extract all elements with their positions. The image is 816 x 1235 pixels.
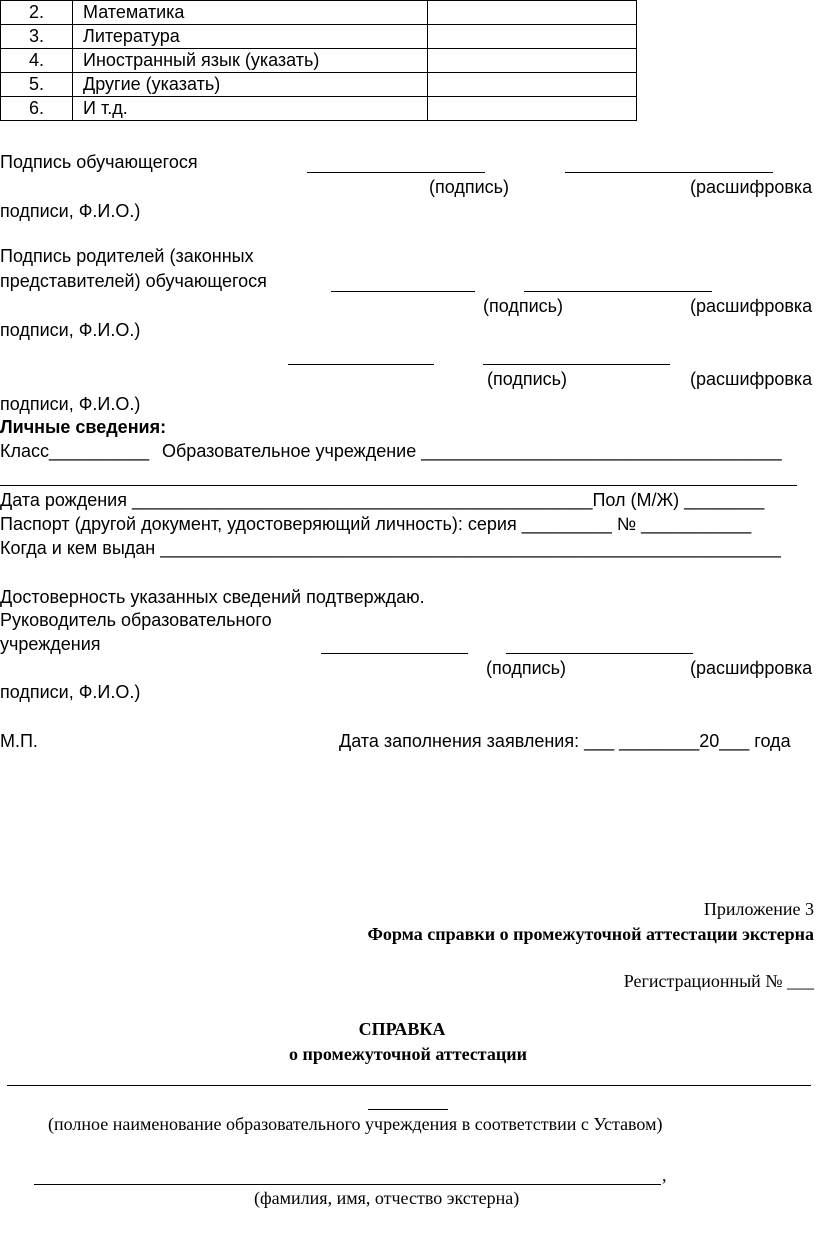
subject-value-cell[interactable]	[428, 97, 637, 121]
table-row	[1, 1, 637, 25]
subject-value-cell[interactable]	[428, 49, 637, 73]
head-decode-line[interactable]	[506, 653, 693, 654]
student-name-line[interactable]	[34, 1184, 661, 1185]
stamp-label: М.П.	[0, 731, 38, 751]
subject-value-cell[interactable]	[428, 25, 637, 49]
appendix-label: Приложение 3	[703, 899, 814, 919]
subject-value-cell[interactable]	[428, 73, 637, 97]
school-name-caption: (полное наименование образовательного учреждения в соответствии с Уставом)	[48, 1114, 663, 1134]
student-name-comma: ,	[662, 1165, 667, 1185]
school-name-line-cont[interactable]	[368, 1109, 448, 1110]
head-decode-caption: (расшифровка	[690, 658, 813, 678]
row-number: 2.	[1, 1, 73, 25]
class-label: Класс__________	[0, 441, 150, 461]
parents-decode-line[interactable]	[524, 291, 712, 292]
parents-signature-caption: (подпись)	[483, 296, 564, 316]
head-signature-caption: (подпись)	[486, 658, 567, 678]
certificate-subtitle	[0, 1043, 816, 1065]
second-signature-caption: (подпись)	[487, 369, 568, 389]
subjects-table	[0, 0, 637, 121]
second-decode-cont: подписи, Ф.И.О.)	[0, 394, 141, 414]
student-decode-cont: подписи, Ф.И.О.)	[0, 201, 141, 221]
parents-decode-cont: подписи, Ф.И.О.)	[0, 320, 141, 340]
certificate-subtitle-text: о промежуточной аттестации	[289, 1044, 527, 1064]
student-signature-label: Подпись обучающегося	[0, 152, 198, 172]
subject-value-cell[interactable]	[428, 1, 637, 25]
parents-signature-label-line2: представителей) обучающегося	[0, 271, 267, 291]
head-label-line1: Руководитель образовательного	[0, 610, 272, 630]
second-decode-caption: (расшифровка	[690, 369, 813, 389]
subject-name: Иностранный язык (указать)	[73, 49, 428, 73]
issued-label: Когда и кем выдан ______________________________________________________________	[0, 538, 781, 558]
student-signature-caption: (подпись)	[429, 177, 510, 197]
school-label: Образовательное учреждение ____________________________________	[162, 441, 782, 461]
subject-name: Другие (указать)	[73, 73, 428, 97]
student-decode-line[interactable]	[565, 172, 773, 173]
personal-heading: Личные сведения:	[0, 417, 167, 437]
certificate-title	[0, 1018, 816, 1040]
passport-label: Паспорт (другой документ, удостоверяющий личность): серия _________ № ___________	[0, 514, 752, 534]
row-number: 6.	[1, 97, 73, 121]
form-title: Форма справки о промежуточной аттестации экстерна	[367, 924, 814, 944]
table-row	[1, 73, 637, 97]
school-continuation-line[interactable]	[0, 485, 797, 486]
confirm-text: Достоверность указанных сведений подтверждаю.	[0, 587, 425, 607]
head-decode-cont: подписи, Ф.И.О.)	[0, 682, 141, 702]
subject-name: И т.д.	[73, 97, 428, 121]
registration-number: Регистрационный № ___	[623, 971, 814, 991]
second-decode-line[interactable]	[483, 364, 670, 365]
row-number: 4.	[1, 49, 73, 73]
row-number: 5.	[1, 73, 73, 97]
parents-signature-line[interactable]	[331, 291, 475, 292]
student-name-caption: (фамилия, имя, отчество экстерна)	[254, 1188, 520, 1208]
school-name-line[interactable]	[7, 1085, 811, 1086]
table-row	[1, 97, 637, 121]
parents-signature-label-line1: Подпись родителей (законных	[0, 246, 254, 266]
table-row	[1, 49, 637, 73]
row-number: 3.	[1, 25, 73, 49]
certificate-title-text: СПРАВКА	[358, 1019, 446, 1039]
head-label-line2: учреждения	[0, 634, 101, 654]
table-row	[1, 25, 637, 49]
head-signature-line[interactable]	[321, 653, 468, 654]
birth-label: Дата рождения ______________________________________________Пол (М/Ж) ________	[0, 490, 765, 510]
second-signature-line[interactable]	[288, 364, 434, 365]
student-signature-line[interactable]	[307, 172, 485, 173]
fill-date-label: Дата заполнения заявления: ___ ________20___ года	[339, 731, 791, 751]
subject-name: Математика	[73, 1, 428, 25]
parents-decode-caption: (расшифровка	[690, 296, 813, 316]
subject-name: Литература	[73, 25, 428, 49]
student-decode-caption: (расшифровка	[690, 177, 813, 197]
